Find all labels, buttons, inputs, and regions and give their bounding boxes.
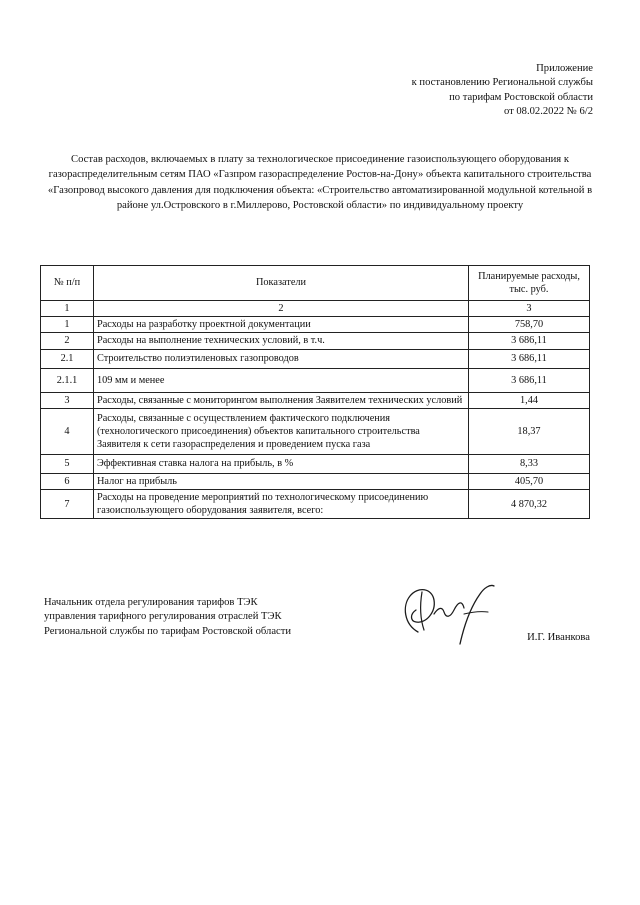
appendix-line: по тарифам Ростовской области (449, 91, 593, 103)
row-name: Эффективная ставка налога на прибыль, в % (94, 454, 469, 473)
row-name: 109 мм и менее (94, 368, 469, 392)
row-number: 4 (41, 408, 94, 454)
handwritten-signature (398, 574, 498, 646)
row-value: 8,33 (469, 454, 590, 473)
row-value: 18,37 (469, 408, 590, 454)
table-row (41, 333, 590, 349)
position-line: управления тарифного регулирования отраслей ТЭК (44, 611, 282, 623)
table-row (41, 368, 590, 392)
row-number: 2.1 (41, 349, 94, 368)
column-number: 3 (469, 301, 590, 317)
row-number: 2.1.1 (41, 368, 94, 392)
signer-position (44, 596, 291, 639)
row-name: Налог на прибыль (94, 473, 469, 489)
table-row (41, 490, 590, 519)
row-number: 1 (41, 317, 94, 333)
row-number: 6 (41, 473, 94, 489)
appendix-line: Приложение (536, 63, 593, 74)
row-name: Расходы на выполнение технических условий, в т.ч. (94, 333, 469, 349)
row-number: 3 (41, 392, 94, 408)
row-value: 3 686,11 (469, 333, 590, 349)
table-row (41, 454, 590, 473)
position-line: Начальник отдела регулирования тарифов ТЭК (44, 597, 258, 608)
column-number: 2 (94, 301, 469, 317)
costs-table (40, 265, 590, 519)
row-name: Строительство полиэтиленовых газопроводов (94, 349, 469, 368)
appendix-line: от 08.02.2022 № 6/2 (503, 105, 593, 117)
row-value: 3 686,11 (469, 349, 590, 368)
appendix-header (412, 62, 593, 119)
row-number: 5 (41, 454, 94, 473)
table-row (41, 392, 590, 408)
row-name: Расходы на разработку проектной документации (94, 317, 469, 333)
row-value: 3 686,11 (469, 368, 590, 392)
row-value: 405,70 (469, 473, 590, 489)
column-number: 1 (41, 301, 94, 317)
row-name: Расходы, связанные с мониторингом выполнения Заявителем технических условий (94, 392, 469, 408)
position-line: Региональной службы по тарифам Ростовской области (44, 625, 292, 637)
row-value: 1,44 (469, 392, 590, 408)
table-row (41, 317, 590, 333)
header-number: № п/п (41, 266, 94, 301)
signer-name: И.Г. Иванкова (527, 632, 590, 643)
header-indicators: Показатели (94, 266, 469, 301)
column-numbers-row (41, 301, 590, 317)
row-number: 2 (41, 333, 94, 349)
table-header-row (41, 266, 590, 301)
row-name: Расходы, связанные с осуществлением фактического подключения (технологического присоединения) объектов капитального строительства Заявителя к сети газораспределения и проведением пуска газа (94, 408, 469, 454)
row-name: Расходы на проведение мероприятий по технологическому присоединению газоиспользующего оборудования заявителя, всего: (94, 490, 469, 519)
row-number: 7 (41, 490, 94, 519)
row-value: 758,70 (469, 317, 590, 333)
document-title: Состав расходов, включаемых в плату за технологическое присоединение газоиспользующего оборудования к газораспределительным сетям ПАО «Газпром газораспределение Ростов-на-Дону» объекта капитального строительства «Газопровод высокого давления для подключения объекта: «Строительство автоматизированной модульной котельной в районе ул.Островского в г.Миллерово, Ростовской области» по индивидуальному проекту (47, 154, 593, 212)
header-planned-costs: Планируемые расходы, тыс. руб. (469, 266, 590, 301)
table-row (41, 349, 590, 368)
table-row (41, 473, 590, 489)
appendix-line: к постановлению Региональной службы (411, 77, 593, 89)
table-row (41, 408, 590, 454)
row-value: 4 870,32 (469, 490, 590, 519)
